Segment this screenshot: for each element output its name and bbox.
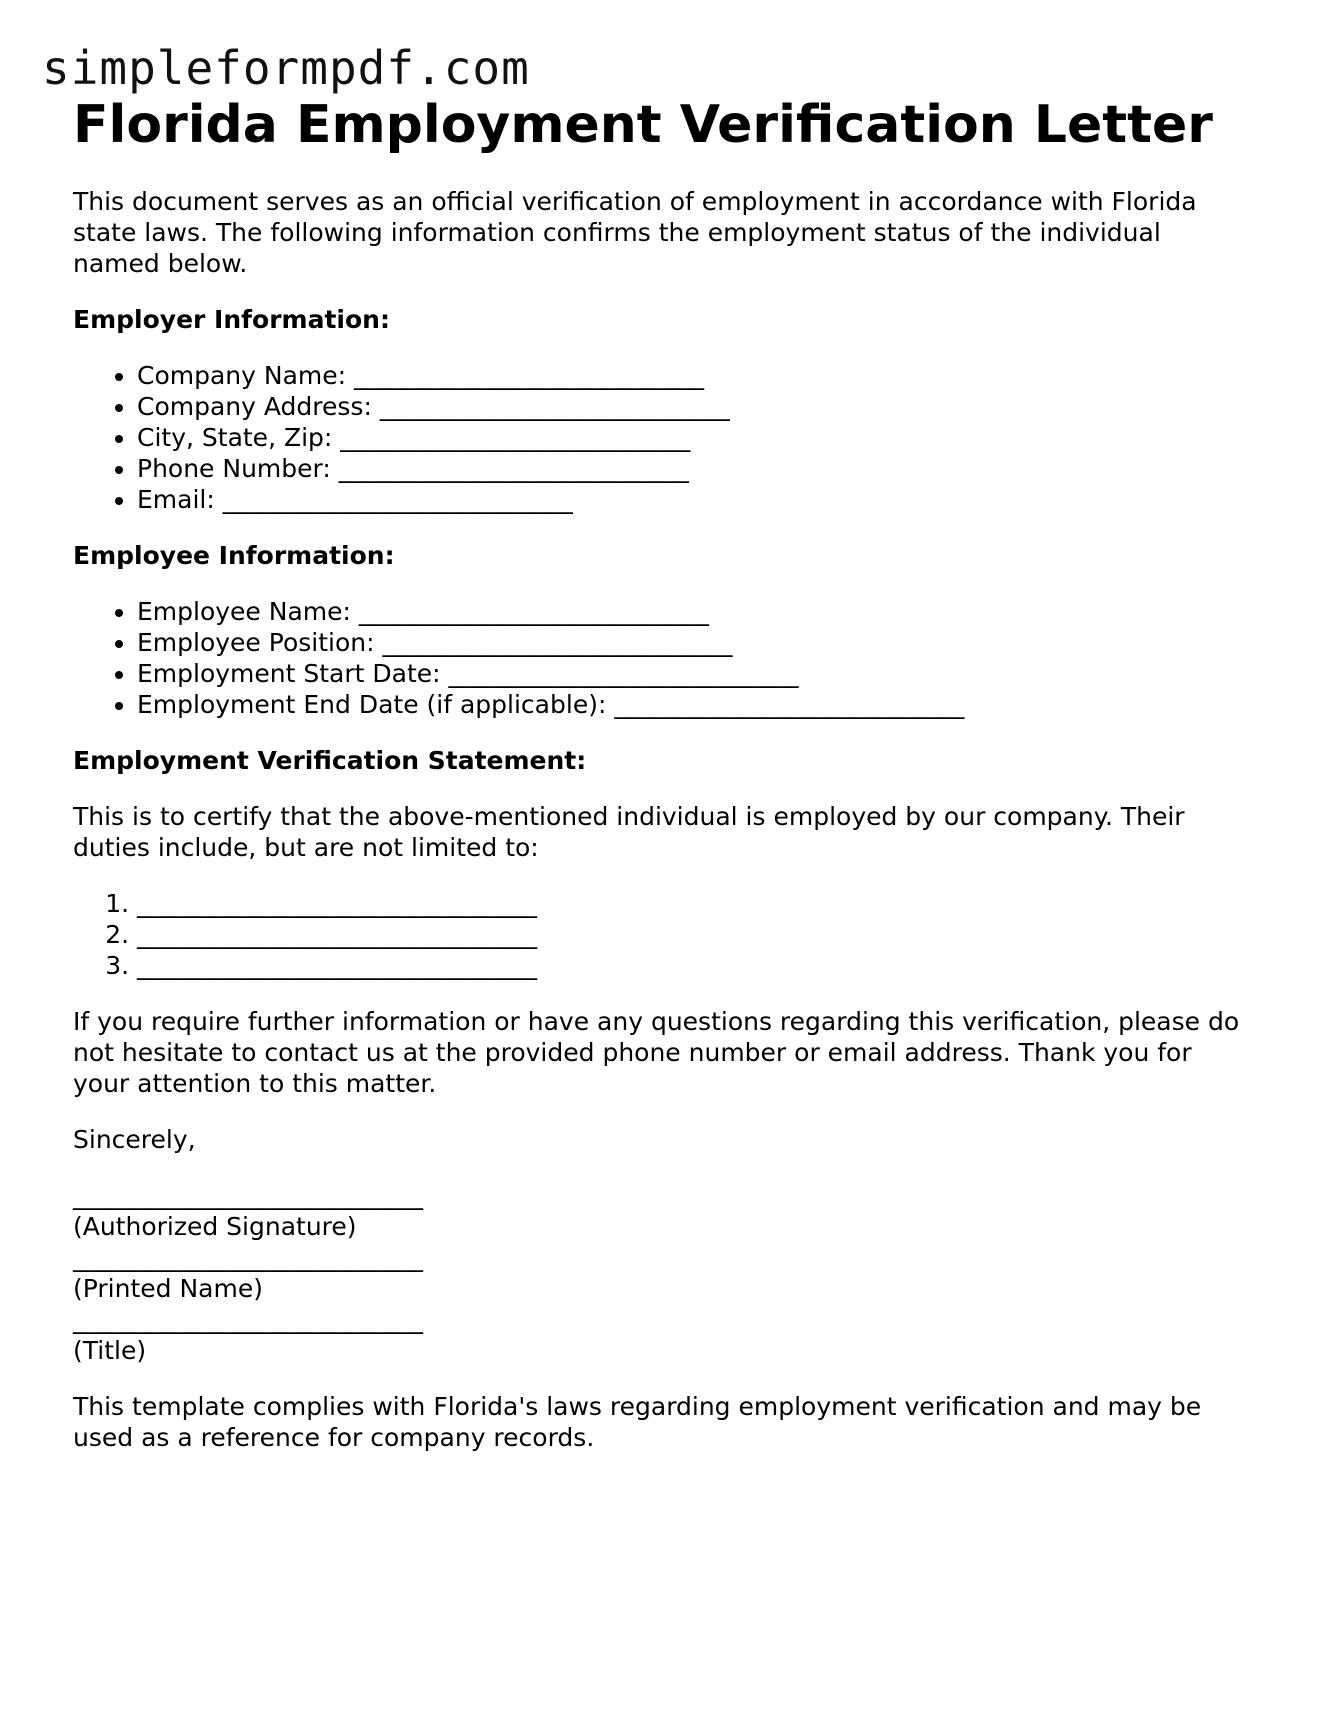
title-line: ____________________________ [73,1305,423,1334]
employee-position-field: • Employee Position: ____________________________ [137,627,1253,658]
letter-page [73,92,1253,1453]
duty-line: 2. ________________________________ [137,919,1253,950]
page-title: Florida Employment Verification Letter [73,95,1213,155]
authorized-signature-caption: (Authorized Signature) [73,1212,357,1241]
intro-paragraph: This document serves as an official verification of employment in accordance with Florida state laws. The following information confirms the employment status of the individual named below. [73,187,1197,278]
employment-start-date-field: • Employment Start Date: ____________________________ [137,658,1253,689]
employee-info-list [73,596,1253,720]
signature-line: ____________________________ [73,1181,423,1210]
email-field: • Email: ____________________________ [137,484,1253,515]
employer-info-list [73,360,1253,515]
phone-number-field: • Phone Number: ____________________________ [137,453,1253,484]
employee-name-field: • Employee Name: ____________________________ [137,596,1253,627]
watermark-text: simpleformpdf.com [42,41,530,95]
employer-section-heading: Employer Information: [73,305,390,334]
company-address-field: • Company Address: ____________________________ [137,391,1253,422]
city-state-zip-field: • City, State, Zip: ____________________________ [137,422,1253,453]
closing-paragraph: If you require further information or have any questions regarding this verification, please do not hesitate to contact us at the provided phone number or email address. Thank you for your attention to this matter. [73,1007,1240,1098]
printed-name-caption: (Printed Name) [73,1274,263,1303]
employee-section-heading: Employee Information: [73,541,395,570]
footer-note: This template complies with Florida's laws regarding employment verification and may be used as a reference for company records. [73,1392,1202,1452]
duty-line: 3. ________________________________ [137,950,1253,981]
verification-section-heading: Employment Verification Statement: [73,746,587,775]
employment-end-date-field: • Employment End Date (if applicable): ____________________________ [137,689,1253,720]
duty-line: 1. ________________________________ [137,888,1253,919]
company-name-field: • Company Name: ____________________________ [137,360,1253,391]
duties-list [73,888,1253,981]
title-caption: (Title) [73,1336,147,1365]
sincerely-text: Sincerely, [73,1125,196,1154]
printed-name-line: ____________________________ [73,1243,423,1272]
signature-block [73,1180,1253,1366]
verification-statement: This is to certify that the above-mentioned individual is employed by our company. Their duties include, but are not limited to: [73,802,1185,862]
